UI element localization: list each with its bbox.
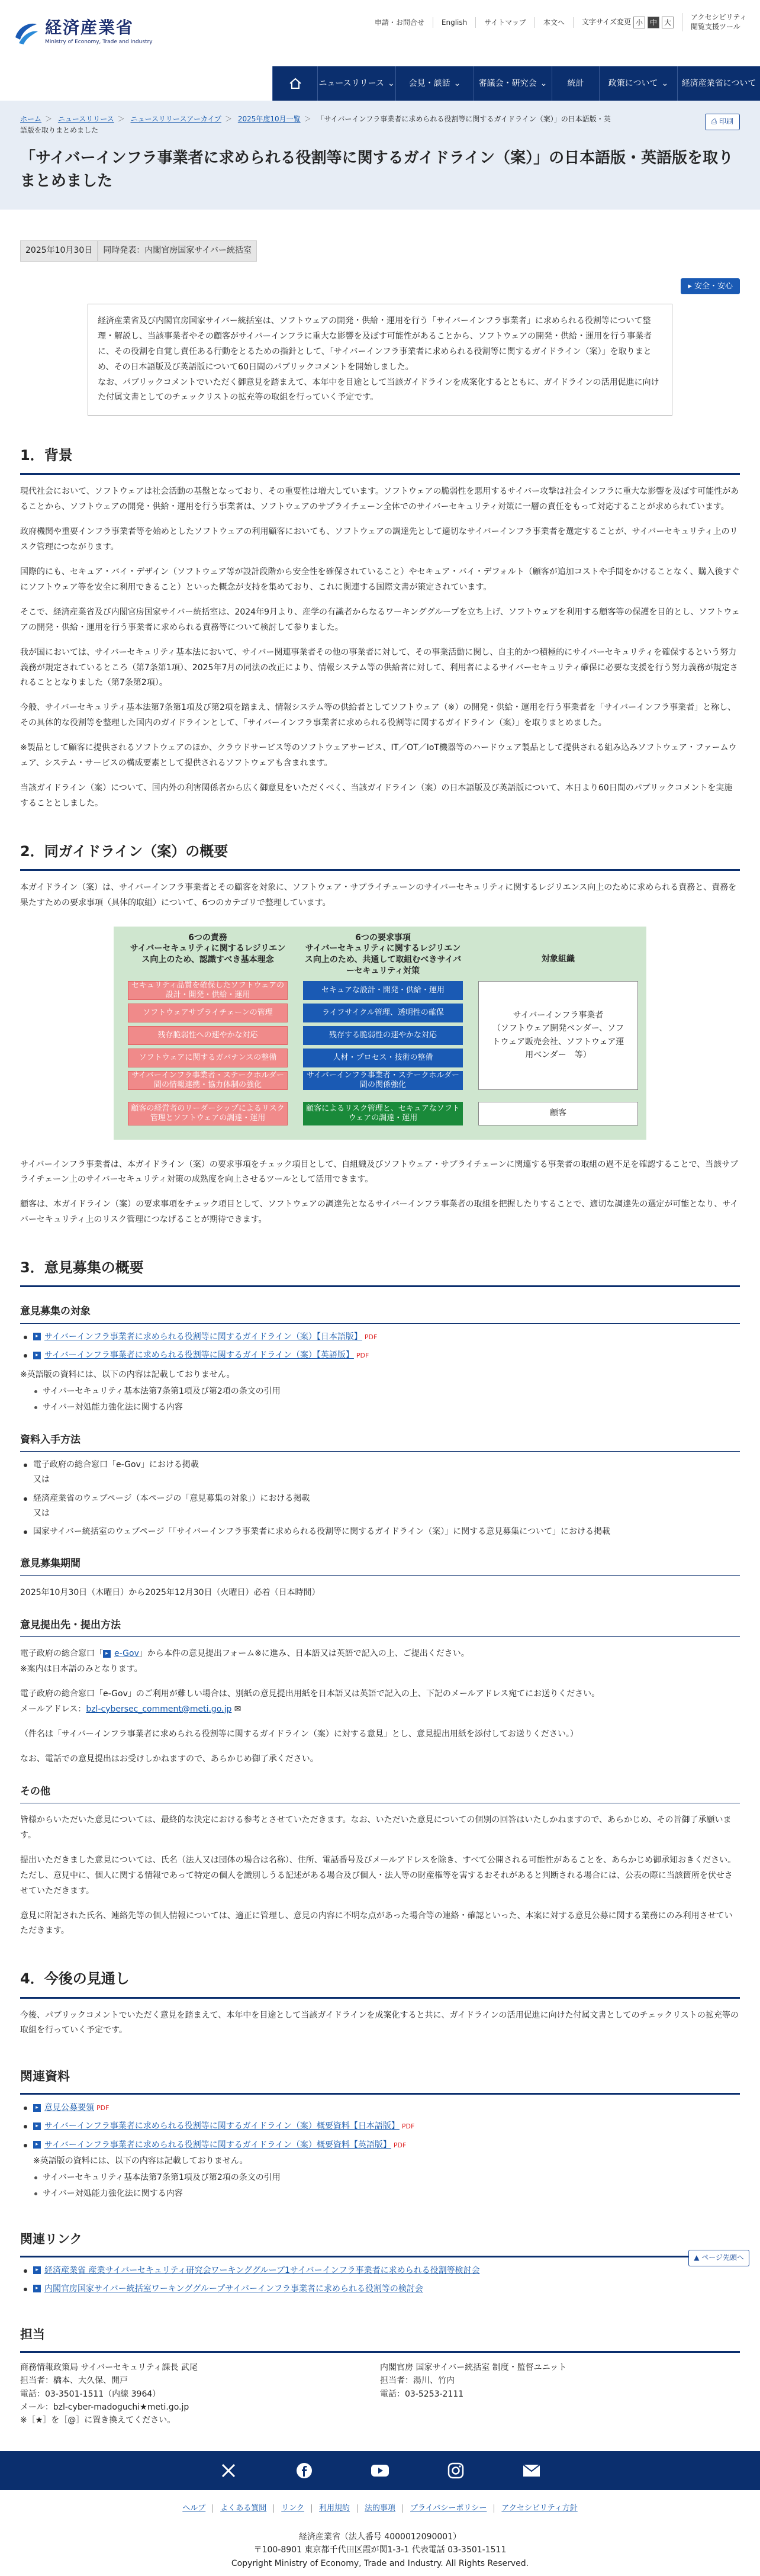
date-box — [20, 240, 740, 261]
list-item — [20, 1458, 740, 1487]
list-item — [20, 1525, 740, 1539]
or-label: 又は — [33, 1475, 50, 1485]
chevron-down-icon: ⌄ — [661, 78, 669, 88]
subsection-get: 資料入手方法 — [20, 1431, 740, 1452]
list-item: サイバー対処能力強化法に関する内容 — [20, 1400, 740, 1415]
paragraph — [20, 1646, 740, 1662]
requirement-box: 顧客によるリスク管理と、セキュアなソフトウェアの調達・運用 — [303, 1102, 463, 1125]
chevron-right-icon: ▸ — [33, 2122, 41, 2130]
duty-box: 残存脆弱性への速やかな対応 — [128, 1026, 288, 1045]
nav-policy-label: 政策について — [608, 78, 658, 88]
list-item — [20, 2101, 740, 2115]
youtube-icon[interactable] — [371, 2461, 389, 2480]
chevron-right-icon: ▸ — [33, 2104, 41, 2112]
logo-subtext: Ministry of Economy, Trade and Industry — [45, 38, 153, 45]
related-docs-list — [20, 2101, 740, 2153]
chevron-right-icon: ▸ — [33, 2285, 41, 2292]
requirement-box: 残存する脆弱性の速やかな対応 — [303, 1026, 463, 1045]
chevron-down-icon: ⌄ — [387, 78, 395, 88]
duty-box: 顧客の経営者のリーダーシップによるリスク管理とソフトウェアの調達・運用 — [128, 1102, 288, 1125]
paragraph: 本ガイドライン（案）は、サイバーインフラ事業者とその顧客を対象に、ソフトウェア・サプライチェーンのサイバーセキュリティに関するレジリエンス向上のために求められる責務と、責務を果たすための要求事項（具体的取組）について、6つのカテゴリで整理しています。 — [20, 882, 737, 908]
chevron-right-icon: ▸ — [688, 281, 694, 291]
contact-line: ※［★］を［@］に置き換えてください。 — [20, 2416, 176, 2426]
subsection-method: 意見提出先・提出方法 — [20, 1616, 740, 1638]
summary-text: 経済産業省及び内閣官房国家サイバー統括室は、ソフトウェアの開発・供給・運用を行う「サイバーインフラ事業者」に求められる役割等について整理・解説し、当該事業者やその顧客がサイバーインフラに重大な影響を及ぼす可能性があることから、ソフトウェアの開発・供給・運用を行う事業者に、その役割を自覚し責任ある行動をとるための指針として、「サイバーインフラ事業者に求められる役割等に関するガイドライン（案）」を取りまとめ、その日本語版及び英語版について60日間のパブリックコメントを開始しました。 なお、パブリックコメントでいただく御意見を踏まえて、本年中を目途として当該ガイドラインを成案化するとともに、ガイドラインの活用促進に向けた付属文書としてのチェックリストの拡充等の取組を行っていく予定です。 — [98, 316, 659, 403]
mail-label: メールアドレス： — [20, 1704, 86, 1714]
comment-mail-link[interactable]: bzl-cybersec_comment@meti.go.jp — [86, 1704, 232, 1714]
print-icon: ⎙ — [711, 117, 719, 126]
list-item — [20, 2263, 740, 2278]
print-label: 印刷 — [719, 117, 733, 126]
contact-left — [20, 2361, 380, 2427]
guideline-overview-diagram — [114, 927, 646, 1140]
pdf-icon: PDF — [401, 2122, 415, 2131]
nav-news[interactable] — [317, 66, 395, 101]
paragraph: 現代社会において、ソフトウェアは社会活動の基盤となっており、その重要性は増大しています。ソフトウェアの脆弱性を悪用するサイバー攻撃は社会インフラに重大な影響を及ぼす可能性があることから、ソフトウェアの開発・供給・運用を行う事業者は、ソフトウェアのサプライチェーン全体でのサイバーセキュリティ対策に一層の責任をもって対応することが求められています。 — [20, 487, 739, 512]
pdf-icon: PDF — [364, 1333, 378, 1341]
list-item — [20, 2282, 740, 2297]
subsection-target: 意見募集の対象 — [20, 1303, 740, 1324]
duty-box: サイバーインフラ事業者・ステークホルダー間の情報連携・協力体制の強化 — [128, 1071, 288, 1090]
target-list — [20, 1330, 740, 1363]
paragraph: 今般、サイバーセキュリティ基本法第7条第1項及び第2項を踏まえ、情報システム等の供給者としてソフトウェア（※）の開発・供給・運用を行う事業者を「サイバーインフラ事業者」と称し、その具体的な役割等を整理した国内のガイドラインとして、「サイバーインフラ事業者に求められる役割等に関するガイドライン（案）」を取りまとめました。 — [20, 703, 736, 728]
footer-link-legal[interactable]: 法的事項 — [357, 2504, 402, 2513]
list-item — [20, 1348, 740, 1363]
get-item: 電子政府の総合窓口「e-Gov」における掲載 — [33, 1460, 199, 1470]
note: ※英語版の資料には、以下の内容は記載しておりません。 — [33, 2156, 248, 2166]
mail-icon[interactable] — [522, 2461, 541, 2480]
target-vendors: サイバーインフラ事業者 （ソフトウェア開発ベンダー、ソフトウェア販売会社、ソフトウェア運用ベンダー 等） — [478, 981, 638, 1090]
category-tag[interactable] — [681, 278, 740, 294]
section-outlook-title: 4．今後の見通し — [20, 1966, 740, 1998]
footer-link-links[interactable]: リンク — [273, 2504, 311, 2513]
paragraph: サイバーインフラ事業者は、本ガイドライン（案）の要求事項をチェック項目として、自組織及びソフトウェア・サプライチェーンに関連する事業者の取組の過不足を確認することで、当該サプライチェーン上のサイバーセキュリティ対策の成熟度を向上させるツールとして活用できます。 — [20, 1159, 739, 1185]
contact-line: 内閣官房 国家サイバー統括室 制度・監督ユニット — [380, 2362, 567, 2372]
footer-copyright: Copyright Ministry of Economy, Trade and Industry. All Rights Reserved. — [231, 2558, 529, 2568]
nav-about-label: 経済産業省について — [681, 78, 756, 88]
requirement-box: ライフサイクル管理、透明性の確保 — [303, 1004, 463, 1022]
contact-line: メール：bzl-cyber-madoguchi★meti.go.jp — [20, 2403, 189, 2413]
get-item: 国家サイバー統括室のウェブページ「「サイバーインフラ事業者に求められる役割等に関するガイドライン（案）」に関する意見募集について」における掲載 — [33, 1526, 610, 1536]
or-label: 又は — [33, 1508, 50, 1518]
nav-stats[interactable] — [552, 66, 599, 101]
chevron-right-icon: ▸ — [103, 1650, 111, 1658]
breadcrumb-month[interactable]: 2025年度10月一覧 — [237, 115, 301, 123]
contact-block — [20, 2361, 740, 2427]
related-links-list — [20, 2263, 740, 2297]
list-item — [20, 2138, 740, 2153]
list-item: サイバーセキュリティ基本法第7条第1項及び第2項の条文の引用 — [20, 1384, 740, 1399]
font-size-switcher — [573, 17, 682, 28]
contact-line: 担当者：橋本、大久保、開戸 — [20, 2376, 128, 2386]
facebook-icon[interactable] — [295, 2461, 314, 2480]
main-content — [0, 240, 760, 2427]
note: ※英語版の資料には、以下の内容は記載しておりません。 — [20, 1370, 235, 1380]
nav-press[interactable] — [395, 66, 474, 101]
paragraph: （件名は「サイバーインフラ事業者に求められる役割等に関するガイドライン（案）に対する意見」とし、意見提出用紙を添付してお送りください。） — [20, 1729, 578, 1739]
paragraph: ※製品として顧客に提供されるソフトウェアのほか、クラウドサービス等のソフトウェアサービス、IT／OT／IoT機器等のハードウェア製品として提供される組み込みソフトウェア・ファームウェア、システム・サービスの構成要素として提供されるソフトウェアも含まれます。 — [20, 743, 737, 768]
paragraph: 政府機関や重要インフラ事業者等を始めとしたソフトウェアの利用顧客においても、ソフトウェアの調達先として適切なサイバーインフラ事業者を選定することが、サイバーセキュリティ上のリスク管理につながります。 — [20, 527, 738, 552]
chevron-down-icon: ⌄ — [540, 78, 548, 88]
subsection-period: 意見募集期間 — [20, 1555, 740, 1576]
duty-box: ソフトウェアに関するガバナンスの整備 — [128, 1049, 288, 1067]
chevron-right-icon: ▸ — [33, 1333, 41, 1340]
accessibility-tool-link[interactable]: アクセシビリティ閲覧支援ツール — [682, 13, 747, 31]
breadcrumb-news[interactable]: ニュースリリース — [57, 115, 114, 123]
diagram-head-duties: 6つの責務 サイバーセキュリティに関するレジリエンス向上のため、認識すべき基本理念 — [130, 932, 286, 965]
logo-text: 経済産業省 — [45, 18, 134, 37]
section-background-title: 1．背景 — [20, 443, 740, 475]
breadcrumb: ホーム ＞ ニュースリリース ＞ ニュースリリースアーカイブ ＞ 2025年度10月一覧 ＞ 「サイバーインフラ事業者に求められる役割等に関するガイドライン（案）」の日本語版・英語版を取りまとめました — [20, 115, 611, 135]
paragraph: 電子政府の総合窓口「e-Gov」のご利用が難しい場合は、別紙の意見提出用紙を日本語又は英語で記入の上、下記のメールアドレス宛てにお送りください。 — [20, 1689, 600, 1699]
chevron-right-icon: ▸ — [33, 2266, 41, 2274]
contact-line: 電話：03-5253-2111 — [380, 2389, 464, 2399]
list-item: サイバー対処能力強化法に関する内容 — [20, 2186, 740, 2201]
pdf-icon: PDF — [393, 2141, 407, 2149]
contact-right — [380, 2361, 740, 2427]
related-docs-title: 関連資料 — [20, 2066, 740, 2095]
nav-policy[interactable] — [599, 66, 677, 101]
egov-link[interactable]: e-Gov — [114, 1649, 139, 1659]
related-link[interactable]: 経済産業省 産業サイバーセキュリティ研究会ワーキンググループ1サイバーインフラ事業者に求められる役割等検討会 — [44, 2265, 480, 2275]
contact-title: 担当 — [20, 2324, 740, 2353]
footer-links — [0, 2504, 760, 2513]
footer-link-help[interactable]: ヘルプ — [182, 2503, 206, 2513]
footer-link-privacy[interactable]: プライバシーポリシー — [402, 2504, 494, 2513]
nav-about[interactable] — [677, 66, 760, 101]
paragraph: 提出いただきました意見については、氏名（法人又は団体の場合は名称）、住所、電話番号及びメールアドレスを除き、すべて公開される可能性があることを、あらかじめ御承知おきください。ただし、意見中に、個人に関する情報であって特定の個人を識別しうる記述がある場合及び個人・法人等の財産権等を害するおそれがあると判断される場合には、公表の際に当該箇所を伏せさせていただきます。 — [20, 1855, 736, 1896]
diagram-head-target: 対象組織 — [542, 954, 575, 964]
font-size-medium-button[interactable]: 中 — [648, 17, 659, 28]
chevron-right-icon: ▸ — [33, 1352, 41, 1359]
method-text: 」から本件の意見提出フォーム※に進み、日本語又は英語で記入の上、ご提出ください。 — [139, 1649, 469, 1659]
breadcrumb-archive[interactable]: ニュースリリースアーカイブ — [130, 115, 221, 123]
diagram-head-requirements: 6つの要求事項 サイバーセキュリティに関するレジリエンス向上のため、共通して取組むべきサイバーセキュリティ対策 — [304, 932, 462, 976]
paragraph: 意見に附記された氏名、連絡先等の個人情報については、適正に管理し、意見の内容に不明な点があった場合等の連絡・確認といった、本案に対する意見公募に関する業務にのみ利用させていただきます。 — [20, 1911, 733, 1936]
note-list — [20, 1384, 740, 1415]
nav-news-label: ニュースリリース — [318, 78, 384, 88]
social-bar — [0, 2451, 760, 2490]
footer-link-accessibility[interactable]: アクセシビリティ方針 — [494, 2504, 584, 2513]
related-doc-link[interactable]: サイバーインフラ事業者に求められる役割等に関するガイドライン（案）概要資料【日本語版】 — [44, 2121, 400, 2131]
requirement-box: サイバーインフラ事業者・ステークホルダー間の関係強化 — [303, 1071, 463, 1090]
util-english-link[interactable]: English — [433, 17, 475, 28]
x-icon[interactable] — [219, 2461, 238, 2480]
site-logo[interactable] — [13, 19, 153, 47]
pdf-icon: PDF — [356, 1352, 369, 1360]
note-list — [20, 2170, 740, 2201]
period-text: 2025年10月30日（木曜日）から2025年12月30日（火曜日）必着（日本時間） — [20, 1587, 320, 1597]
chevron-down-icon: ⌄ — [453, 78, 461, 88]
subsection-other: その他 — [20, 1783, 740, 1804]
paragraph — [20, 1702, 740, 1718]
list-item — [20, 1491, 740, 1521]
list-item: サイバーセキュリティ基本法第7条第1項及び第2項の条文の引用 — [20, 2170, 740, 2185]
font-size-large-button[interactable]: 大 — [662, 17, 674, 28]
paragraph: 顧客は、本ガイドライン（案）の要求事項をチェック項目として、ソフトウェアの調達先となるサイバーインフラ事業者の取組を把握したりすることで、適切な調達先の選定が可能となり、サイバーセキュリティ上のリスク管理につなげることが期待できます。 — [20, 1199, 739, 1225]
contact-line: 担当者：湯川、竹内 — [380, 2376, 455, 2386]
font-size-small-button[interactable]: 小 — [633, 17, 645, 28]
list-item — [20, 1330, 740, 1345]
breadcrumb-current: 「サイバーインフラ事業者に求められる役割等に関するガイドライン（案）」の日本語版・英語版を取りまとめました — [20, 115, 611, 135]
joint-issuer: 同時発表：内閣官房国家サイバー統括室 — [98, 240, 257, 261]
get-list — [20, 1458, 740, 1539]
paragraph: 今後、パブリックコメントでいただく意見を踏まえて、本年中を目途として当該ガイドラインを成案化すると共に、ガイドラインの活用促進に向けた付属文書としてのチェックリストの拡充等の取組を行っていく予定です。 — [20, 2010, 739, 2035]
get-item: 経済産業省のウェブページ（本ページの「意見募集の対象」）における掲載 — [33, 1493, 310, 1503]
target-customers: 顧客 — [478, 1102, 638, 1125]
site-header — [0, 0, 760, 66]
paragraph: なお、電話での意見提出はお受けしかねますので、あらかじめ御了承ください。 — [20, 1754, 318, 1764]
global-nav — [0, 66, 760, 101]
home-icon — [289, 77, 302, 90]
contact-line: 電話：03-3501-1511（内線 3964） — [20, 2389, 161, 2399]
font-size-label: 文字サイズ変更 — [581, 17, 631, 26]
paragraph: ※案内は日本語のみとなります。 — [20, 1664, 143, 1674]
chevron-right-icon: ▸ — [33, 2141, 41, 2149]
list-item — [20, 2119, 740, 2134]
nav-council-label: 審議会・研究会 — [478, 78, 537, 88]
section-comment-title: 3．意見募集の概要 — [20, 1255, 740, 1287]
nav-press-label: 会見・談話 — [408, 78, 450, 88]
nav-council[interactable] — [474, 66, 552, 101]
contact-line: 商務情報政策局 サイバーセキュリティ課長 武尾 — [20, 2362, 198, 2372]
method-text: 電子政府の総合窓口「 — [20, 1649, 103, 1659]
page-top-label: ページ先頭へ — [701, 2253, 744, 2262]
paragraph: 当該ガイドライン（案）について、国内外の利害関係者から広く御意見をいただくべく、当該ガイドライン（案）の日本語版及び英語版について、本日より60日間のパブリックコメントを実施することとしました。 — [20, 783, 733, 808]
related-doc-link[interactable]: 意見公募要領 — [44, 2103, 94, 2113]
related-doc-link[interactable]: サイバーインフラ事業者に求められる役割等に関するガイドライン（案）概要資料【英語版】 — [44, 2140, 391, 2150]
page-top-button[interactable] — [688, 2250, 749, 2266]
print-button[interactable] — [705, 114, 740, 130]
footer-org: 経済産業省（法人番号 4000012090001） — [298, 2532, 462, 2542]
requirement-box: 人材・プロセス・技術の整備 — [303, 1049, 463, 1067]
chevron-up-icon: ▲ — [694, 2253, 702, 2262]
utility-links — [366, 13, 747, 31]
related-link[interactable]: 内閣官房国家サイバー統括室ワーキンググループサイバーインフラ事業者に求められる役割等の検討会 — [44, 2284, 423, 2294]
instagram-icon[interactable] — [446, 2461, 465, 2480]
breadcrumb-home[interactable]: ホーム — [20, 115, 42, 123]
nav-home[interactable] — [272, 66, 317, 101]
title-band — [0, 101, 760, 210]
pdf-icon: PDF — [96, 2104, 110, 2112]
footer-link-faq[interactable]: よくある質問 — [212, 2504, 273, 2513]
release-date: 2025年10月30日 — [20, 240, 98, 261]
util-sitemap-link[interactable]: サイトマップ — [475, 17, 534, 28]
target-link-en[interactable]: サイバーインフラ事業者に求められる役割等に関するガイドライン（案）【英語版】 — [44, 1350, 354, 1361]
paragraph: そこで、経済産業省及び内閣官房国家サイバー統括室は、2024年9月より、産学の有識者からなるワーキンググループを立ち上げ、ソフトウェアを利用する顧客等の保護を目的とし、ソフトウェアの開発・供給・運用を行う事業者に求められる責務等について検討して参りました。 — [20, 607, 740, 632]
footer-address: 〒100-8901 東京都千代田区霞が関1-3-1 代表電話 03-3501-1511 — [253, 2545, 507, 2555]
section-overview-title: 2．同ガイドライン（案）の概要 — [20, 839, 740, 871]
category-tag-label: 安全・安心 — [694, 281, 733, 291]
util-skip-link[interactable]: 本文へ — [534, 17, 573, 28]
paragraph: 皆様からいただいた意見については、最終的な決定における参考とさせていただきます。なお、いただいた意見についての個別の回答はいたしかねますので、あらかじめ、その旨御了承願います。 — [20, 1815, 732, 1841]
paragraph: 我が国においては、サイバーセキュリティ基本法において、サイバー関連事業者その他の事業者に対して、その事業活動に関し、自主的かつ積極的にサイバーセキュリティを確保するという努力義務が規定されているところ（第7条第1項）、2025年7月の同法の改正により、情報システム等の供給者に対して、利用者によるサイバーセキュリティ確保に必要な支援を行う努力義務が規定されることとなりました（第7条第2項）。 — [20, 647, 738, 688]
page-title: 「サイバーインフラ事業者に求められる役割等に関するガイドライン（案）」の日本語版・英語版を取りまとめました — [20, 149, 734, 191]
footer-info — [0, 2530, 760, 2576]
duty-box: ソフトウェアサプライチェーンの管理 — [128, 1004, 288, 1022]
footer-link-terms[interactable]: 利用規約 — [311, 2504, 357, 2513]
target-link-ja[interactable]: サイバーインフラ事業者に求められる役割等に関するガイドライン（案）【日本語版】 — [44, 1332, 362, 1342]
nav-stats-label: 統計 — [567, 78, 584, 88]
duty-box: セキュリティ品質を確保したソフトウェアの設計・開発・供給・運用 — [128, 981, 288, 1000]
util-contact-link[interactable]: 申請・お問合せ — [374, 18, 424, 27]
meti-logo-icon — [13, 20, 39, 46]
summary-box — [88, 304, 672, 416]
requirement-box: セキュアな設計・開発・供給・運用 — [303, 981, 463, 1000]
mail-icon: ✉ — [231, 1704, 241, 1714]
paragraph: 国際的にも、セキュア・バイ・デザイン（ソフトウェア等が設計段階から安全性を確保されていること）やセキュア・バイ・デフォルト（顧客が追加コストや手間をかけることなく、購入後すぐにソフトウェア等を安全に利用できること）といった概念が支持を集めており、これに関連する国際文書が策定されています。 — [20, 567, 740, 592]
related-links-title: 関連リンク — [20, 2228, 740, 2257]
